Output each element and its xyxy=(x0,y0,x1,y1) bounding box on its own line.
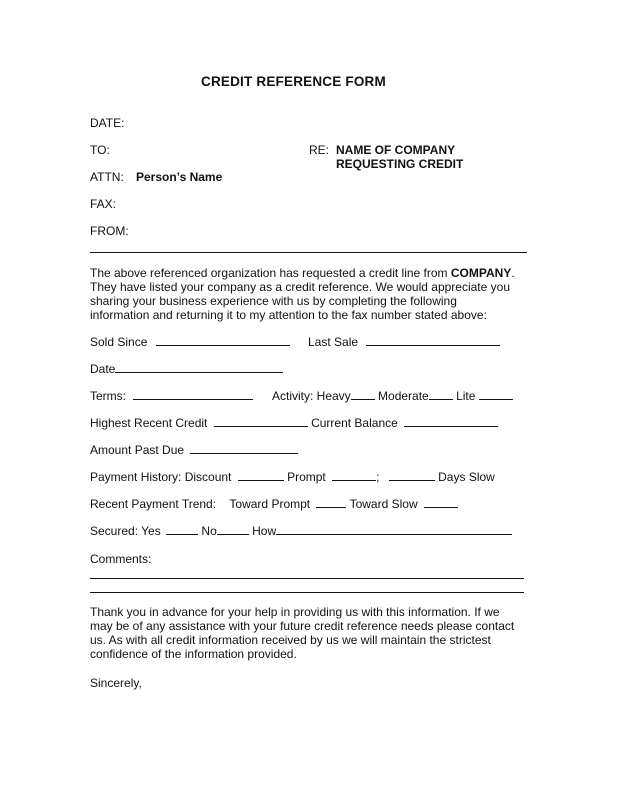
terms-row xyxy=(90,389,253,403)
date-row xyxy=(90,362,283,376)
date-blank[interactable] xyxy=(115,362,283,373)
prompt-blank[interactable] xyxy=(332,470,376,481)
re-label: RE: xyxy=(309,143,330,157)
toward-prompt-blank[interactable] xyxy=(316,497,346,508)
closing-paragraph xyxy=(90,605,514,661)
attn-label: ATTN: xyxy=(90,170,124,184)
intro-line-2: They have listed your company as a credit reference. We would appreciate you xyxy=(90,280,510,294)
intro-line-3: sharing your business experience with us by completing the following xyxy=(90,294,457,308)
secured-no-label: No xyxy=(201,524,217,538)
sold-since-label: Sold Since xyxy=(90,335,148,349)
lite-blank[interactable] xyxy=(479,389,513,400)
how-blank[interactable] xyxy=(276,524,512,535)
days-slow-label: Days Slow xyxy=(438,470,495,484)
last-sale-blank[interactable] xyxy=(366,335,500,346)
toward-prompt-label: Toward Prompt xyxy=(229,497,311,511)
prompt-label: Prompt xyxy=(287,470,326,484)
recent-payment-trend-label: Recent Payment Trend: xyxy=(90,497,217,511)
semicolon: ; xyxy=(376,470,380,484)
last-sale-row xyxy=(308,335,500,349)
secured-row xyxy=(90,524,512,538)
terms-label: Terms: xyxy=(90,389,126,403)
days-slow-blank[interactable] xyxy=(389,470,435,481)
amount-past-due-blank[interactable] xyxy=(190,443,298,454)
date-field-label: Date xyxy=(90,362,116,376)
re-line-2: REQUESTING CREDIT xyxy=(336,157,464,171)
page-title: CREDIT REFERENCE FORM xyxy=(201,74,386,89)
lite-label: Lite xyxy=(456,389,476,403)
last-sale-label: Last Sale xyxy=(308,335,359,349)
moderate-label: Moderate xyxy=(378,389,429,403)
payment-history-row xyxy=(90,470,495,484)
current-balance-label: Current Balance xyxy=(311,416,398,430)
discount-blank[interactable] xyxy=(238,470,284,481)
from-label: FROM: xyxy=(90,224,129,238)
highest-recent-credit-label: Highest Recent Credit xyxy=(90,416,208,430)
payment-trend-row xyxy=(90,497,458,511)
highest-credit-row xyxy=(90,416,498,430)
header-divider xyxy=(90,252,527,253)
comments-line-1[interactable] xyxy=(90,578,524,579)
amount-past-due-label: Amount Past Due xyxy=(90,443,185,457)
comments-line-2[interactable] xyxy=(90,592,524,593)
re-line-1: NAME OF COMPANY xyxy=(336,143,456,157)
closing-line-4: confidence of the information provided. xyxy=(90,647,297,661)
activity-heavy-label: Activity: Heavy xyxy=(272,389,351,403)
intro-line-1: The above referenced organization has requested a credit line from COMPANY. xyxy=(90,266,515,280)
terms-blank[interactable] xyxy=(133,389,253,400)
secured-yes-label: Secured: Yes xyxy=(90,524,161,538)
activity-row xyxy=(272,389,513,403)
attn-value: Person’s Name xyxy=(136,170,223,184)
closing-line-3: us. As with all credit information received by us we will maintain the strictest xyxy=(90,633,491,647)
closing-line-1: Thank you in advance for your help in providing us with this information. If we xyxy=(90,605,500,619)
payment-history-label: Payment History: Discount xyxy=(90,470,232,484)
sold-since-blank[interactable] xyxy=(156,335,290,346)
toward-slow-blank[interactable] xyxy=(424,497,458,508)
how-label: How xyxy=(252,524,277,538)
closing-line-2: may be of any assistance with your future credit reference needs please contact xyxy=(90,619,515,633)
sold-since-row xyxy=(90,335,290,349)
toward-slow-label: Toward Slow xyxy=(349,497,418,511)
moderate-blank[interactable] xyxy=(429,389,453,400)
secured-no-blank[interactable] xyxy=(217,524,249,535)
intro-paragraph xyxy=(90,266,515,322)
intro-line-4: information and returning it to my attention to the fax number stated above: xyxy=(90,308,487,322)
sincerely: Sincerely, xyxy=(90,676,142,690)
comments-label: Comments: xyxy=(90,552,152,566)
fax-label: FAX: xyxy=(90,197,117,211)
amount-past-due-row xyxy=(90,443,298,457)
to-label: TO: xyxy=(90,143,110,157)
secured-yes-blank[interactable] xyxy=(166,524,198,535)
date-label: DATE: xyxy=(90,116,125,130)
heavy-blank[interactable] xyxy=(351,389,375,400)
current-balance-blank[interactable] xyxy=(404,416,498,427)
highest-recent-credit-blank[interactable] xyxy=(214,416,308,427)
